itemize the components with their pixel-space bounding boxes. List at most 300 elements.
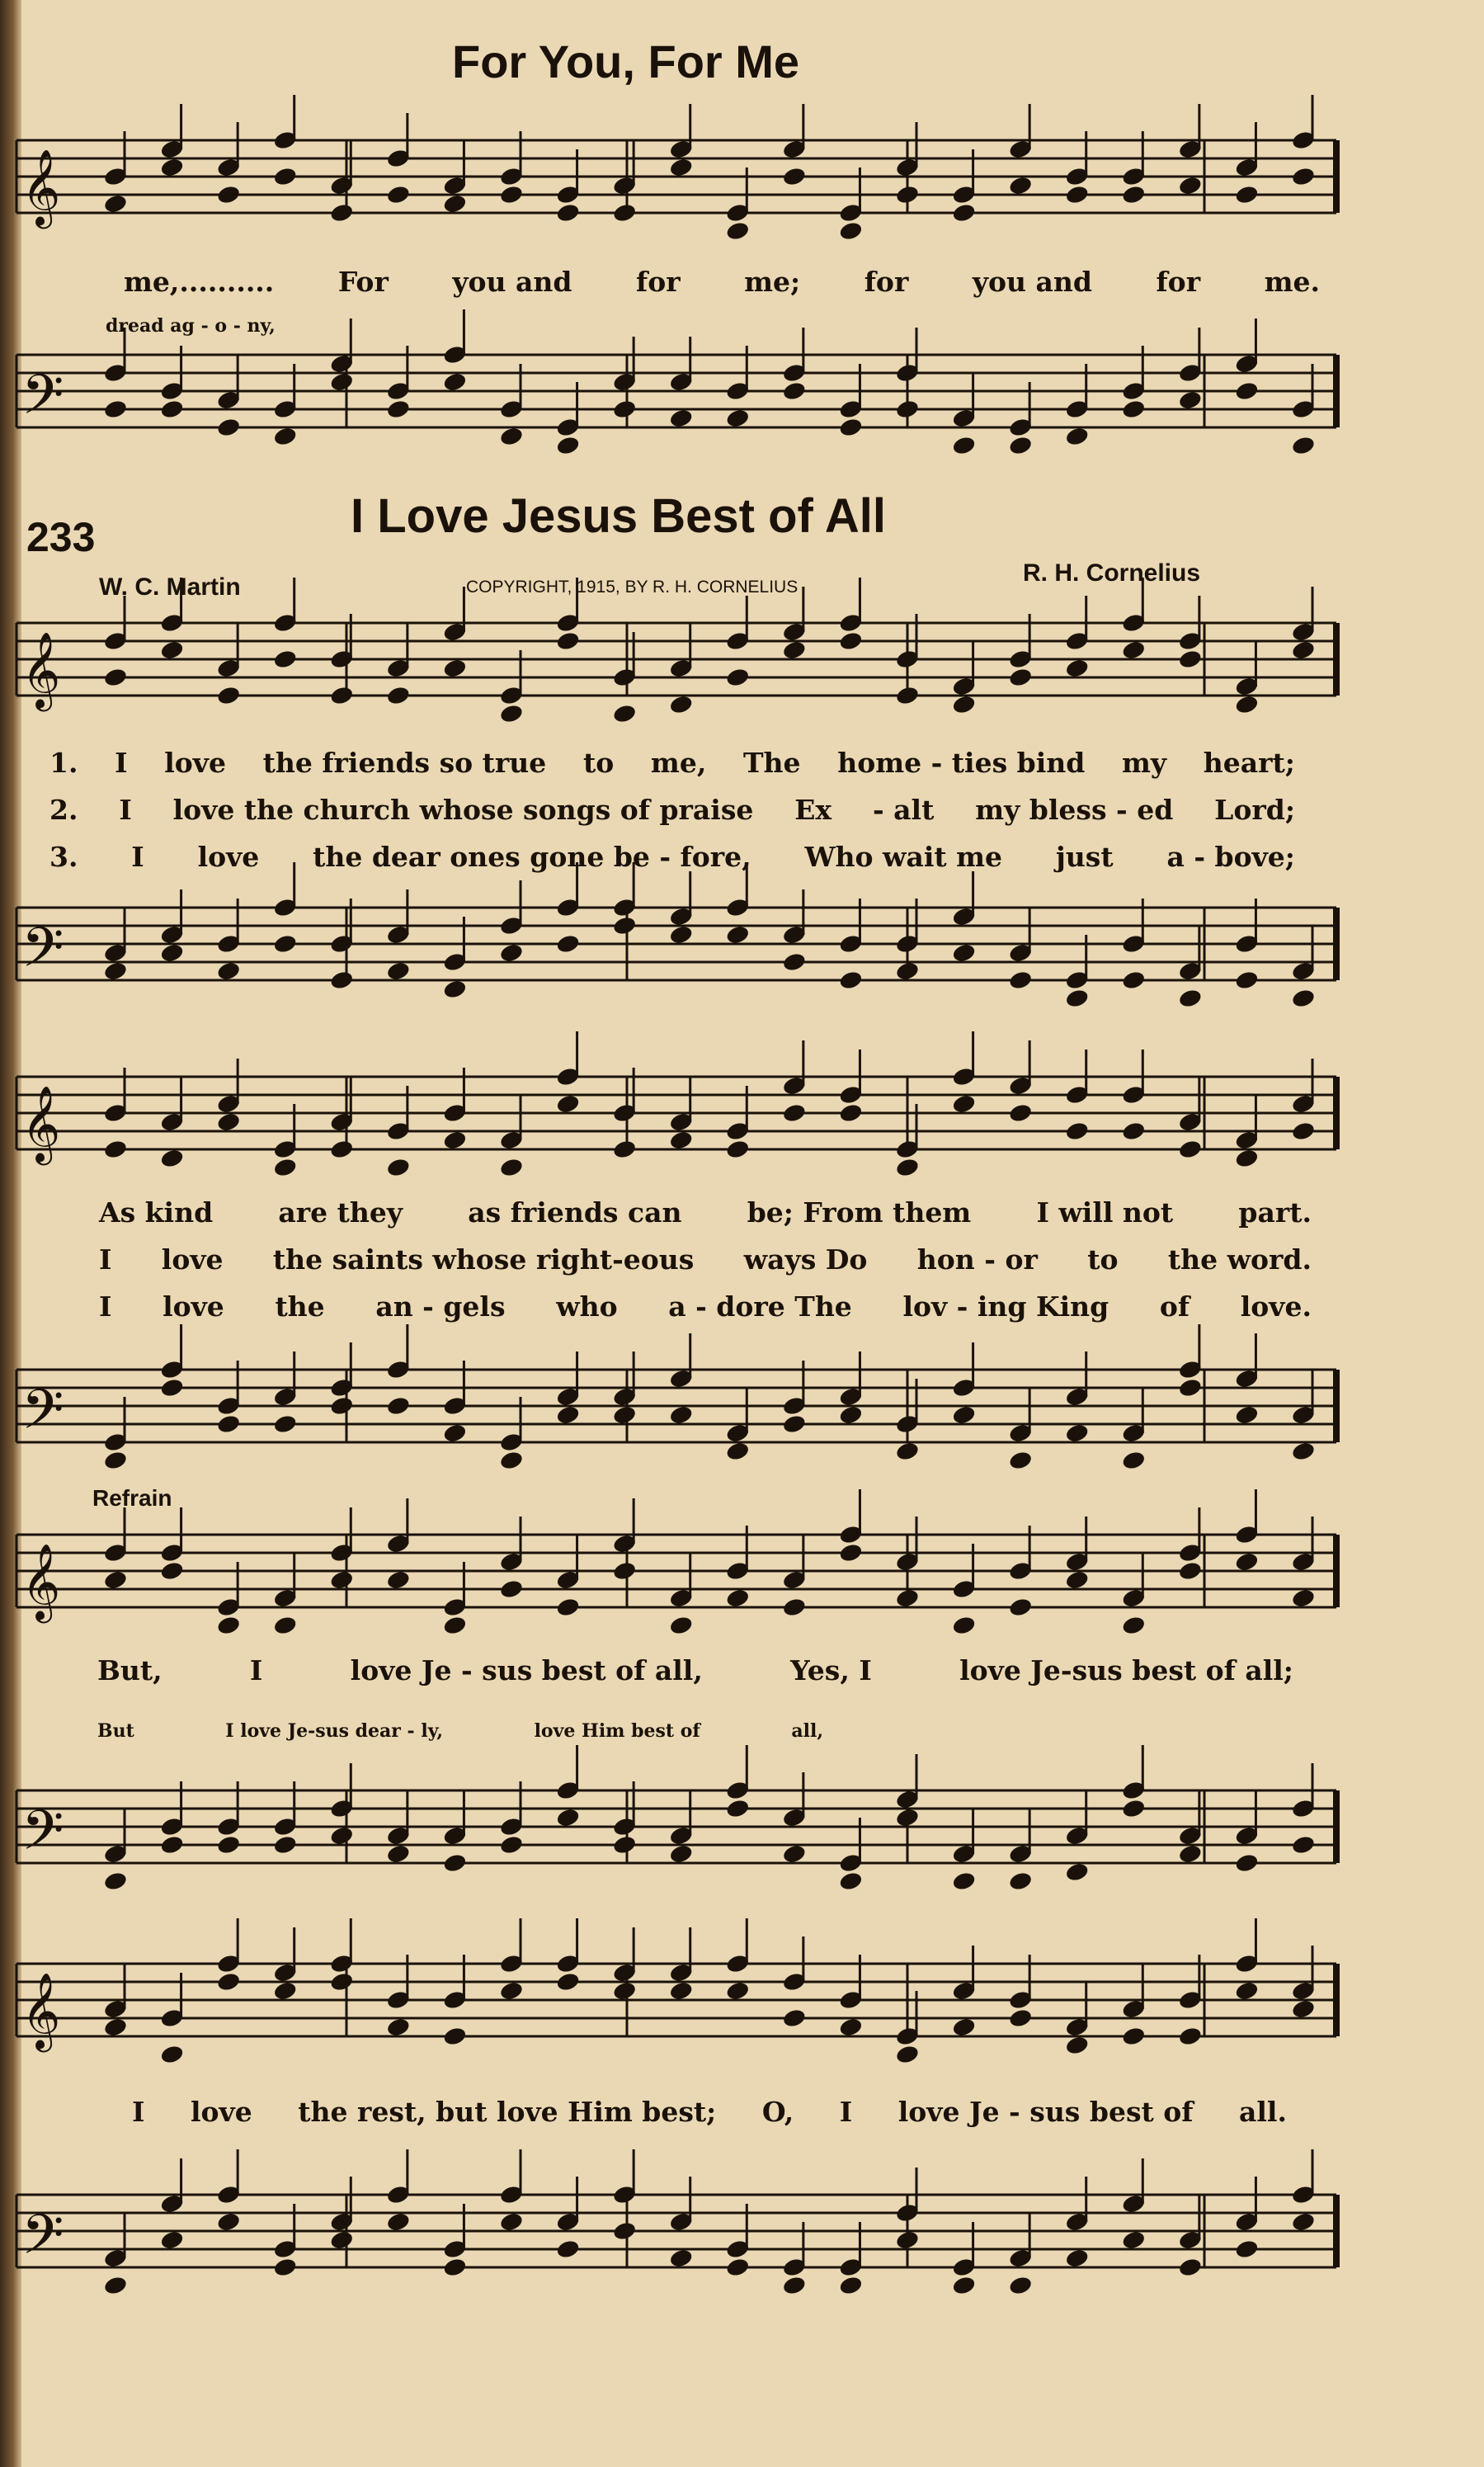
notehead: [1178, 1560, 1204, 1582]
lyric-word: I: [131, 841, 144, 873]
notehead: [838, 1870, 864, 1892]
notehead: [329, 1569, 355, 1591]
lyric-word: me,: [650, 747, 707, 779]
notehead: [1008, 969, 1034, 991]
notehead: [386, 184, 412, 205]
prev-staff-treble: [0, 132, 1353, 223]
lyric-word: But,: [97, 1654, 163, 1686]
notehead: [159, 1834, 185, 1856]
notehead: [612, 703, 638, 724]
clef-icon: 𝄢: [21, 2203, 64, 2280]
notehead: [725, 924, 751, 946]
notehead: [725, 220, 751, 242]
notehead: [1121, 399, 1147, 420]
notehead: [668, 1980, 694, 2002]
notehead: [782, 951, 808, 973]
notehead: [1234, 1980, 1260, 2002]
notehead: [329, 1395, 355, 1417]
notehead: [329, 1139, 355, 1160]
lyric-word: 1.: [49, 747, 78, 779]
lyric-word: the word.: [1167, 1243, 1312, 1276]
notehead: [216, 1971, 242, 1993]
lyric-word: love the church whose songs of praise: [172, 794, 754, 826]
notehead: [782, 2275, 808, 2296]
lyric-word: love: [164, 747, 226, 779]
hymn-copyright: COPYRIGHT, 1915, BY R. H. CORNELIUS: [466, 578, 799, 597]
notehead: [159, 942, 185, 964]
notehead: [1234, 1404, 1260, 1426]
notehead: [103, 1450, 129, 1471]
notehead: [555, 1597, 581, 1618]
lyric-word: part.: [1238, 1196, 1312, 1229]
notehead: [499, 184, 525, 205]
lyric-word: the saints whose right-eous: [272, 1243, 695, 1276]
notehead: [216, 1834, 242, 1856]
lyric-word: I: [115, 747, 128, 779]
lyric-word: me.: [1264, 266, 1320, 298]
clef-icon: 𝄞: [21, 1972, 61, 2049]
notehead: [668, 694, 694, 715]
notehead: [838, 1404, 864, 1426]
notehead: [838, 1542, 864, 1564]
notehead: [499, 1450, 525, 1471]
notehead: [103, 193, 129, 215]
lyric-word: love Him best of: [534, 1720, 700, 1742]
lyric-word: of: [1159, 1290, 1190, 1323]
lyric-word: love: [161, 1243, 224, 1276]
lyric-word: love.: [1240, 1290, 1312, 1323]
verses-block-a: [49, 747, 1295, 888]
notehead: [216, 417, 242, 438]
lyric-word: for: [864, 266, 909, 298]
notehead: [951, 2017, 977, 2038]
system1-bass: [0, 899, 1353, 993]
notehead: [1178, 1843, 1204, 1865]
notehead: [386, 2017, 412, 2038]
notehead: [1178, 2257, 1204, 2278]
notehead: [216, 1413, 242, 1435]
lyric-word: the rest, but love Him best;: [298, 2096, 717, 2128]
notehead: [1178, 175, 1204, 196]
notehead: [555, 630, 581, 652]
lyric-word: O,: [761, 2096, 794, 2128]
notehead: [386, 685, 412, 706]
notehead: [103, 960, 129, 982]
notehead: [216, 2211, 242, 2233]
clef-icon: 𝄞: [21, 1085, 61, 1162]
lyric-word: love: [190, 2096, 252, 2128]
notehead: [1064, 2035, 1090, 2056]
notehead: [951, 1404, 977, 1426]
lyric-word: love: [197, 841, 260, 873]
notehead: [612, 2220, 638, 2242]
notehead: [725, 667, 751, 688]
lyric-word: my: [1122, 747, 1167, 779]
notehead: [1291, 1441, 1317, 1462]
notehead: [951, 1615, 977, 1636]
notehead: [329, 2229, 355, 2251]
notehead: [1008, 2007, 1034, 2029]
lyric-word: I: [839, 2096, 853, 2128]
lyric-word: But: [97, 1720, 134, 1742]
lyric-word: I: [249, 1654, 263, 1686]
notehead: [272, 649, 298, 670]
notehead: [838, 220, 864, 242]
notehead: [555, 1807, 581, 1828]
notehead: [668, 157, 694, 178]
notehead: [442, 1615, 468, 1636]
lyric-word: as friends can: [468, 1196, 682, 1229]
notehead: [442, 2257, 468, 2278]
notehead: [1121, 1615, 1147, 1636]
notehead: [1291, 435, 1317, 456]
notehead: [272, 1980, 298, 2002]
notehead: [499, 1834, 525, 1856]
notehead: [216, 685, 242, 706]
verse-line: [99, 1243, 1312, 1290]
final-treble: [0, 1955, 1353, 2049]
notehead: [1291, 1120, 1317, 1142]
notehead: [725, 1587, 751, 1609]
notehead: [386, 399, 412, 420]
notehead: [725, 1980, 751, 2002]
notehead: [555, 1404, 581, 1426]
notehead: [103, 1139, 129, 1160]
notehead: [1234, 2238, 1260, 2260]
notehead: [159, 2229, 185, 2251]
lyric-word: love Je - sus best of all,: [350, 1654, 703, 1686]
notehead: [951, 1093, 977, 1115]
notehead: [159, 2044, 185, 2065]
lyric-word: love: [163, 1290, 224, 1323]
prev-lyric-line: [124, 266, 1320, 298]
lyric-word: for: [636, 266, 681, 298]
notehead: [895, 184, 921, 205]
lyric-word: Lord;: [1214, 794, 1295, 826]
notehead: [386, 1395, 412, 1417]
notehead: [386, 1843, 412, 1865]
notehead: [1178, 2026, 1204, 2047]
notehead: [1008, 667, 1034, 688]
notehead: [1178, 389, 1204, 411]
hymn-author: W. C. Martin: [99, 573, 241, 601]
notehead: [895, 960, 921, 982]
notehead: [386, 2211, 412, 2233]
notehead: [1234, 184, 1260, 205]
lyric-word: As kind: [99, 1196, 214, 1229]
system2-bass: [0, 1361, 1353, 1455]
notehead: [725, 1441, 751, 1462]
notehead: [782, 1102, 808, 1124]
notehead: [951, 694, 977, 715]
notehead: [612, 1404, 638, 1426]
notehead: [386, 1569, 412, 1591]
notehead: [555, 933, 581, 955]
lyric-word: all.: [1239, 2096, 1287, 2128]
refrain-lyric-line-2: [132, 2096, 1287, 2128]
notehead: [499, 2211, 525, 2233]
lyric-word: lov - ing King: [902, 1290, 1109, 1323]
notehead: [668, 924, 694, 946]
notehead: [725, 408, 751, 429]
notehead: [1008, 1450, 1034, 1471]
notehead: [895, 2044, 921, 2065]
notehead: [1008, 2275, 1034, 2296]
notehead: [838, 2275, 864, 2296]
notehead: [782, 166, 808, 187]
notehead: [895, 1807, 921, 1828]
notehead: [499, 1980, 525, 2002]
notehead: [1291, 2211, 1317, 2233]
notehead: [103, 399, 129, 420]
notehead: [329, 371, 355, 393]
notehead: [782, 1413, 808, 1435]
notehead: [951, 2275, 977, 2296]
notehead: [1064, 426, 1090, 447]
notehead: [159, 1377, 185, 1399]
notehead: [838, 969, 864, 991]
lyric-word: love Je-sus best of all;: [959, 1654, 1293, 1686]
notehead: [1234, 1852, 1260, 1874]
notehead: [838, 417, 864, 438]
notehead: [1234, 694, 1260, 715]
notehead: [782, 380, 808, 402]
hymn-title: I Love Jesus Best of All: [351, 489, 886, 543]
notehead: [725, 1139, 751, 1160]
notehead: [725, 1798, 751, 1819]
notehead: [668, 1615, 694, 1636]
notehead: [1121, 639, 1147, 661]
notehead: [1178, 988, 1204, 1009]
notehead: [442, 979, 468, 1000]
lyric-word: Ex: [794, 794, 832, 826]
notehead: [725, 2257, 751, 2278]
notehead: [499, 426, 525, 447]
notehead: [782, 1843, 808, 1865]
notehead: [612, 399, 638, 420]
lyric-word: my bless - ed: [975, 794, 1174, 826]
notehead: [951, 202, 977, 224]
notehead: [668, 2248, 694, 2269]
lyric-word: hon - or: [916, 1243, 1038, 1276]
lyric-word: I: [132, 2096, 145, 2128]
refrain-label: Refrain: [92, 1485, 172, 1511]
notehead: [895, 2229, 921, 2251]
notehead: [555, 202, 581, 224]
hymn-composer: R. H. Cornelius: [1023, 559, 1201, 587]
lyric-word: to: [582, 747, 615, 779]
notehead: [216, 1615, 242, 1636]
lyric-word: the: [275, 1290, 325, 1323]
notehead: [272, 1615, 298, 1636]
lyric-word: I: [99, 1290, 112, 1323]
notehead: [668, 408, 694, 429]
verse-line: [49, 841, 1295, 888]
notehead: [103, 1569, 129, 1591]
lyric-word: who: [556, 1290, 618, 1323]
clef-icon: 𝄢: [21, 1799, 64, 1875]
notehead: [1291, 1998, 1317, 2020]
notehead: [782, 1597, 808, 1618]
notehead: [951, 435, 977, 456]
notehead: [272, 1834, 298, 1856]
lyric-word: For: [337, 266, 389, 298]
notehead: [272, 166, 298, 187]
notehead: [442, 193, 468, 215]
notehead: [1121, 1450, 1147, 1471]
notehead: [895, 1157, 921, 1178]
lyric-word: heart;: [1203, 747, 1295, 779]
notehead: [442, 2026, 468, 2047]
prev-hymn-title: For You, For Me: [452, 35, 800, 87]
notehead: [612, 1834, 638, 1856]
lyric-word: just: [1055, 841, 1114, 873]
hymn-number: 233: [26, 514, 96, 560]
notehead: [1064, 658, 1090, 679]
notehead: [499, 703, 525, 724]
notehead: [1008, 1870, 1034, 1892]
notehead: [442, 1422, 468, 1444]
notehead: [216, 960, 242, 982]
notehead: [555, 1971, 581, 1993]
lyric-word: you and: [972, 266, 1092, 298]
notehead: [442, 658, 468, 679]
notehead: [782, 2007, 808, 2029]
lyric-word: an - gels: [375, 1290, 506, 1323]
notehead: [612, 1980, 638, 2002]
lyric-word: The: [742, 747, 801, 779]
notehead: [272, 933, 298, 955]
notehead: [386, 1157, 412, 1178]
prev-alto-lyric: dread ag - o - ny,: [106, 315, 276, 337]
notehead: [159, 639, 185, 661]
notehead: [555, 1093, 581, 1115]
notehead: [216, 184, 242, 205]
lyric-word: - alt: [872, 794, 935, 826]
lyric-word: the friends so true: [262, 747, 547, 779]
notehead: [272, 1413, 298, 1435]
notehead: [951, 1870, 977, 1892]
lyric-word: are they: [278, 1196, 403, 1229]
notehead: [103, 1870, 129, 1892]
lyric-word: I will not: [1036, 1196, 1174, 1229]
system2-treble: [0, 1068, 1353, 1162]
notehead: [1178, 649, 1204, 670]
notehead: [1291, 988, 1317, 1009]
clef-icon: 𝄢: [21, 916, 64, 993]
notehead: [1291, 1587, 1317, 1609]
lyric-word: Yes, I: [790, 1654, 872, 1686]
lyric-word: 3.: [49, 841, 78, 873]
notehead: [1178, 1139, 1204, 1160]
notehead: [668, 1404, 694, 1426]
verses-block-b: [99, 1196, 1312, 1337]
lyric-word: a - dore The: [668, 1290, 852, 1323]
notehead: [1234, 1148, 1260, 1169]
final-bass: [0, 2186, 1353, 2280]
notehead: [895, 1587, 921, 1609]
notehead: [895, 399, 921, 420]
notehead: [1234, 1551, 1260, 1573]
notehead: [442, 1852, 468, 1874]
notehead: [103, 2275, 129, 2296]
notehead: [1064, 1569, 1090, 1591]
notehead: [1121, 2229, 1147, 2251]
refrain-bass: [0, 1782, 1353, 1873]
lyric-word: be; From them: [747, 1196, 972, 1229]
lyric-word: home - ties bind: [837, 747, 1086, 779]
notehead: [1234, 380, 1260, 402]
notehead: [1121, 2026, 1147, 2047]
notehead: [329, 1971, 355, 1993]
notehead: [272, 1157, 298, 1178]
notehead: [1064, 1422, 1090, 1444]
notehead: [159, 1148, 185, 1169]
lyric-word: for: [1156, 266, 1201, 298]
lyric-word: a - bove;: [1166, 841, 1295, 873]
lyric-word: ways Do: [743, 1243, 868, 1276]
notehead: [1121, 1120, 1147, 1142]
notehead: [499, 1157, 525, 1178]
notehead: [1121, 184, 1147, 205]
notehead: [555, 435, 581, 456]
notehead: [159, 1560, 185, 1582]
clef-icon: 𝄢: [21, 1378, 64, 1455]
notehead: [612, 1560, 638, 1582]
notehead: [442, 371, 468, 393]
lyric-word: me;: [744, 266, 801, 298]
lyric-word: 2.: [49, 794, 78, 826]
notehead: [838, 1102, 864, 1124]
lyric-word: I: [99, 1243, 112, 1276]
notehead: [103, 2017, 129, 2038]
notehead: [612, 1139, 638, 1160]
verse-line: [99, 1196, 1312, 1243]
notehead: [272, 426, 298, 447]
lyric-word: to: [1087, 1243, 1119, 1276]
notehead: [951, 942, 977, 964]
notehead: [329, 202, 355, 224]
verse-line: [49, 794, 1295, 841]
notehead: [103, 667, 129, 688]
notehead: [1064, 184, 1090, 205]
lyric-word: I: [119, 794, 132, 826]
notehead: [1008, 1102, 1034, 1124]
notehead: [1008, 435, 1034, 456]
notehead: [612, 202, 638, 224]
notehead: [1064, 2248, 1090, 2269]
lyric-word: Who wait me: [804, 841, 1003, 873]
notehead: [668, 1843, 694, 1865]
prev-staff-bass: [0, 347, 1353, 440]
notehead: [895, 1441, 921, 1462]
notehead: [895, 685, 921, 706]
notehead: [668, 1130, 694, 1151]
notehead: [1064, 1861, 1090, 1883]
clef-icon: 𝄞: [21, 149, 61, 225]
notehead: [555, 2238, 581, 2260]
system1-treble: [0, 615, 1353, 708]
refrain-treble: [0, 1526, 1353, 1620]
notehead: [1064, 988, 1090, 1009]
verse-line: [99, 1290, 1312, 1337]
notehead: [159, 157, 185, 178]
notehead: [1291, 166, 1317, 187]
notehead: [272, 2257, 298, 2278]
lyric-word: the dear ones gone be - fore,: [313, 841, 751, 873]
notehead: [1008, 1597, 1034, 1618]
notehead: [838, 630, 864, 652]
